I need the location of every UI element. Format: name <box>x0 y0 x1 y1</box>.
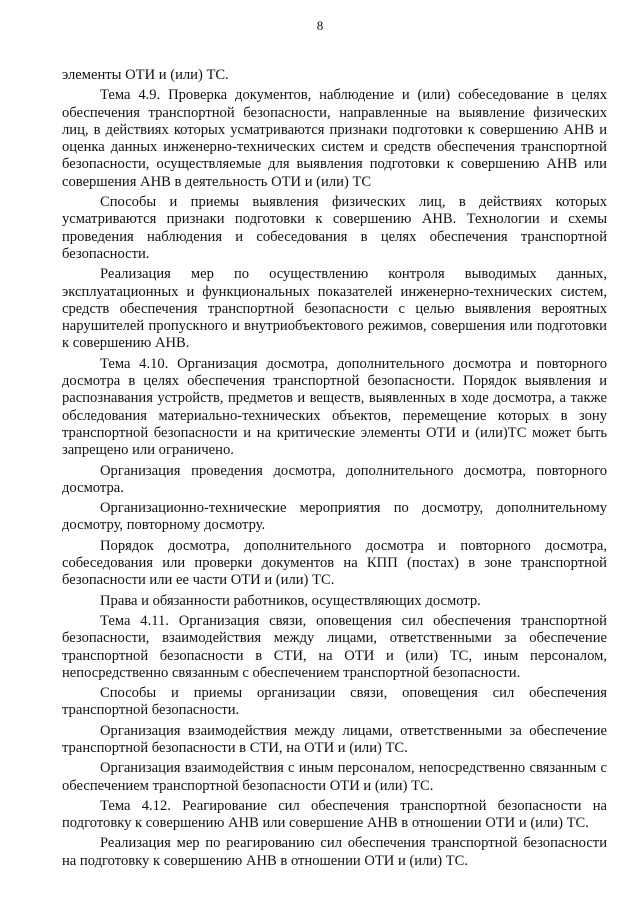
paragraph: Реализация мер по реагированию сил обеспечения транспортной безопасности на подготовку к совершению АНВ в отношении ОТИ и (или) ТС. <box>62 835 607 869</box>
paragraph: Тема 4.10. Организация досмотра, дополнительного досмотра и повторного досмотра в целях обеспечения транспортной безопасности. Порядок выявления и распознавания устройств, предметов и веществ, выявленных в ходе досмотра, а также обследования материально-технических объектов, перемещение которых в зону транспортной безопасности и на критические элементы ОТИ и (или)ТС может быть запрещено или ограничено. <box>62 355 607 459</box>
page-number: 8 <box>316 18 324 33</box>
paragraph: Способы и приемы выявления физических лиц, в действиях которых усматриваются признаки подготовки к совершению АНВ. Технологии и схемы проведения наблюдения и собеседования в целях обеспечения транспортной безопасности. <box>62 194 607 262</box>
paragraph: Тема 4.12. Реагирование сил обеспечения транспортной безопасности на подготовку к совершению АНВ или совершение АНВ в отношении ОТИ и (или) ТС. <box>62 797 607 832</box>
paragraph: Порядок досмотра, дополнительного досмотра и повторного досмотра, собеседования или проверки документов на КПП (постах) в зоне транспортной безопасности или ее части ОТИ и (или) ТС. <box>62 537 607 589</box>
document-body <box>62 67 607 873</box>
paragraph: Организация взаимодействия между лицами, ответственными за обеспечение транспортной безопасности в СТИ, на ОТИ и (или) ТС. <box>62 722 607 756</box>
paragraph: элементы ОТИ и (или) ТС. <box>62 67 229 83</box>
paragraph: Тема 4.9. Проверка документов, наблюдение и (или) собеседование в целях обеспечения транспортной безопасности, направленные на выявление физических лиц, в действиях которых усматриваются признаки подготовки к совершению АНВ и оценка данных инженерно-технических систем и средств обеспечения транспортной безопасности, осуществляемые для выявления подготовки к совершению АНВ или совершения АНВ в деятельность ОТИ и (или) ТС <box>62 87 607 190</box>
paragraph: Права и обязанности работников, осуществляющих досмотр. <box>100 592 481 609</box>
paragraph: Организация проведения досмотра, дополнительного досмотра, повторного досмотра. <box>62 462 607 496</box>
paragraph: Способы и приемы организации связи, оповещения сил обеспечения транспортной безопасности. <box>62 685 607 719</box>
paragraph: Организация взаимодействия с иным персоналом, непосредственно связанным с обеспечением транспортной безопасности ОТИ и (или) ТС. <box>62 760 607 794</box>
paragraph: Организационно-технические мероприятия по досмотру, дополнительному досмотру, повторному досмотру. <box>62 500 607 534</box>
paragraph: Тема 4.11. Организация связи, оповещения сил обеспечения транспортной безопасности, взаимодействия между лицами, ответственными за обеспечение транспортной безопасности в СТИ, на ОТИ и (или) ТС, иным персоналом, непосредственно связанным с обеспечением транспортной безопасности. <box>62 612 607 681</box>
paragraph: Реализация мер по осуществлению контроля выводимых данных, эксплуатационных и функциональных показателей инженерно-технических систем, средств обеспечения транспортной безопасности с целью выявления вероятных нарушителей пропускного и внутриобъектового режимов, совершения или подготовки к совершению АНВ. <box>62 266 607 352</box>
